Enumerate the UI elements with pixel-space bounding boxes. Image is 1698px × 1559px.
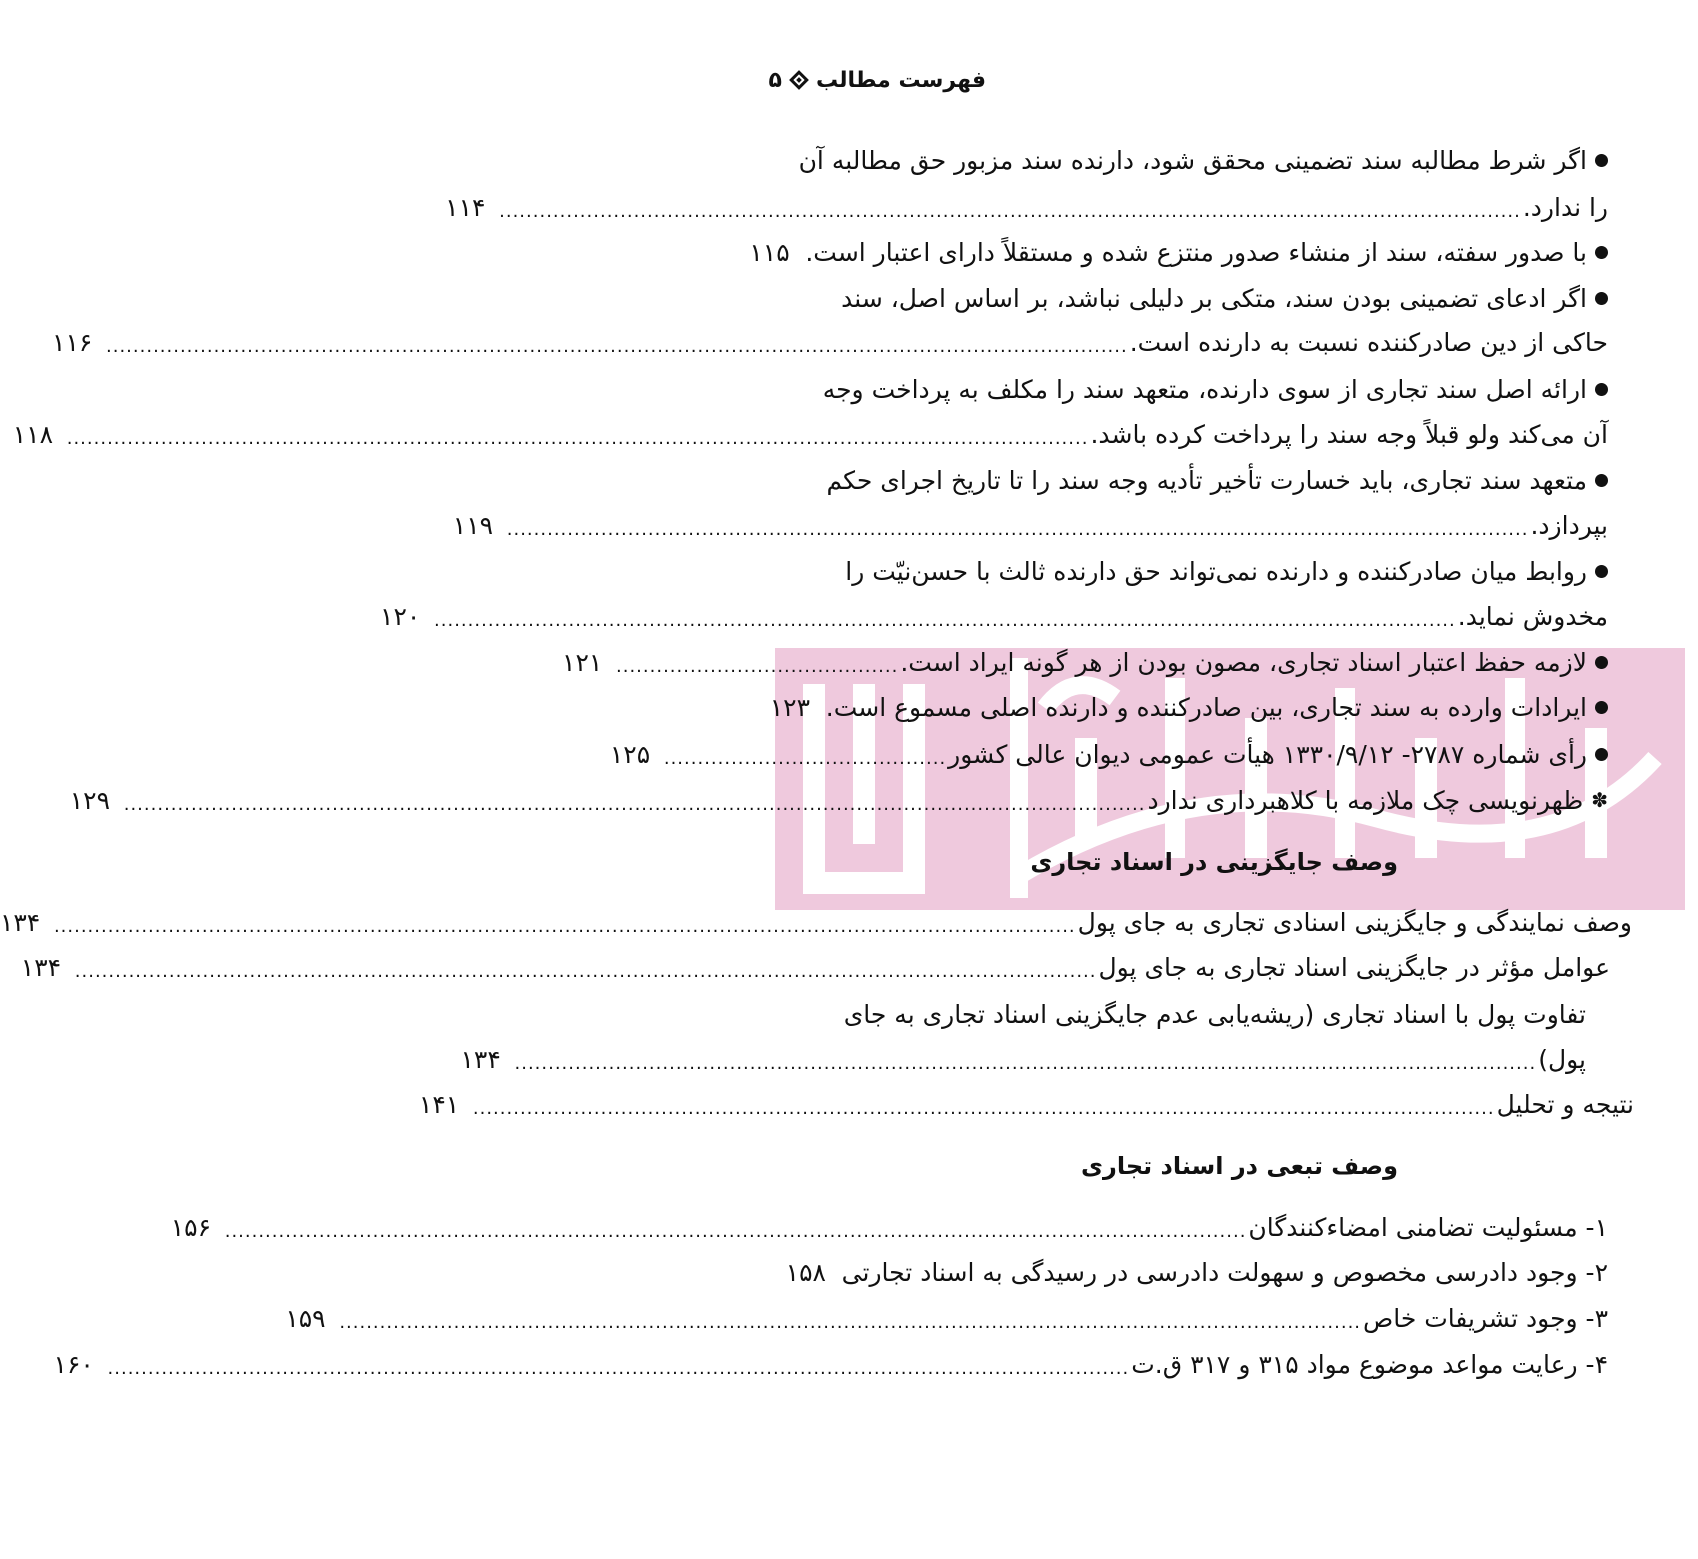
page-number: ۱۳۴ bbox=[460, 1044, 501, 1074]
section-heading: وصف جایگزینی در اسناد تجاری bbox=[1030, 848, 1398, 876]
leader-dots: .......................................... bbox=[616, 655, 899, 677]
page-number: ۱۳۴ bbox=[0, 907, 41, 937]
bullet-icon bbox=[1595, 748, 1608, 761]
toc-entry[interactable]: ۳- وجود تشریفات خاص ........................................................................................................................................................ ۱۵۹ bbox=[285, 1303, 1608, 1333]
toc-entry[interactable]: پول) ........................................................................................................................................................ ۱۳۴ bbox=[460, 1044, 1586, 1074]
page-number: ۱۱۶ bbox=[52, 327, 93, 357]
page-header bbox=[766, 62, 986, 98]
page-number: ۱۳۴ bbox=[20, 952, 62, 982]
header-page-number: ۵ bbox=[768, 67, 782, 93]
toc-entry[interactable]: عوامل مؤثر در جایگزینی اسناد تجاری به جای پول ........................................................................................................................................................ ۱۳۴ bbox=[20, 952, 1610, 982]
page-number: ۱۱۹ bbox=[452, 510, 494, 540]
toc-entry-line: متعهد سند تجاری، باید خسارت تأخیر تأدیه وجه سند را تا تاریخ اجرای حکم bbox=[808, 458, 1608, 502]
leader-dots: ........................................................................................................................................................ bbox=[74, 960, 1097, 982]
leader-dots: ........................................................................................................................................................ bbox=[106, 335, 1128, 357]
asterisk-icon: ✽ bbox=[1591, 788, 1608, 812]
toc-entry[interactable]: ۲- وجود دادرسی مخصوص و سهولت دادرسی در رسیدگی به اسناد تجارتی ۱۵۸ bbox=[785, 1257, 1608, 1287]
leader-dots: ........................................................................................................................................................ bbox=[224, 1220, 1247, 1242]
page-number: ۱۲۰ bbox=[380, 601, 421, 631]
toc-entry[interactable]: ✽ ظهرنویسی چک ملازمه با کلاهبرداری ندارد ........................................................................................................................................................ ۱۲۹ bbox=[69, 785, 1608, 815]
bullet-icon bbox=[1595, 154, 1608, 167]
leader-dots: ........................................................................................................................................................ bbox=[434, 609, 1456, 631]
diamond-icon bbox=[789, 70, 809, 90]
toc-entry-line: ارائه اصل سند تجاری از سوی دارنده، متعهد سند را مکلف به پرداخت وجه bbox=[808, 367, 1608, 411]
page-number: ۱۵۸ bbox=[785, 1257, 826, 1287]
leader-dots: ........................................................................................................................................................ bbox=[123, 793, 1146, 815]
page-number: ۱۶۰ bbox=[53, 1349, 94, 1379]
toc-entry[interactable]: بپردازد. ........................................................................................................................................................ ۱۱۹ bbox=[452, 510, 1608, 540]
bullet-icon bbox=[1595, 565, 1608, 578]
toc-entry[interactable]: با صدور سفته، سند از منشاء صدور منتزع شده و مستقلاً دارای اعتبار است. ۱۱۵ bbox=[808, 230, 1608, 274]
page-number: ۱۲۱ bbox=[562, 647, 603, 677]
toc-entry[interactable]: نتیجه و تحلیل ........................................................................................................................................................ ۱۴۱ bbox=[418, 1089, 1634, 1119]
toc-entry-line: روابط میان صادرکننده و دارنده نمی‌تواند حق دارنده ثالث با حسن‌نیّت را bbox=[808, 549, 1608, 593]
page-number: ۱۲۵ bbox=[609, 739, 651, 769]
page-number: ۱۱۵ bbox=[749, 237, 790, 267]
toc-entry[interactable]: ۴- رعایت مواعد موضوع مواد ۳۱۵ و ۳۱۷ ق.ت ........................................................................................................................................................ ۱۶۰ bbox=[53, 1349, 1608, 1379]
leader-dots: ........................................................................................................................................................ bbox=[107, 1357, 1130, 1379]
bullet-icon bbox=[1595, 383, 1608, 396]
toc-entry[interactable]: حاکی از دین صادرکننده نسبت به دارنده است. ........................................................................................................................................................ ۱۱۶ bbox=[52, 327, 1608, 357]
toc-entry[interactable]: ایرادات وارده به سند تجاری، بین صادرکننده و دارنده اصلی مسموع است. ۱۲۳ bbox=[808, 685, 1608, 729]
page-number: ۱۵۹ bbox=[285, 1303, 326, 1333]
bullet-icon bbox=[1595, 474, 1608, 487]
toc-entry[interactable]: لازمه حفظ اعتبار اسناد تجاری، مصون بودن از هر گونه ایراد است. .......................................... ۱۲۱ bbox=[808, 640, 1608, 684]
toc-entry[interactable]: مخدوش نماید. ........................................................................................................................................................ ۱۲۰ bbox=[380, 601, 1608, 631]
bullet-icon bbox=[1595, 246, 1608, 259]
bullet-icon bbox=[1595, 292, 1608, 305]
page-number: ۱۵۶ bbox=[170, 1212, 212, 1242]
leader-dots: ........................................................................................................................................................ bbox=[499, 200, 1521, 222]
toc-entry[interactable]: رأی شماره ۲۷۸۷- ۱۳۳۰/۹/۱۲ هیأت عمومی دیوان عالی کشور .......................................... ۱۲۵ bbox=[808, 732, 1608, 776]
leader-dots: ........................................................................................................................................................ bbox=[53, 915, 1076, 937]
leader-dots: ........................................................................................................................................................ bbox=[514, 1052, 1537, 1074]
page-number: ۱۲۳ bbox=[769, 692, 811, 722]
toc-entry-line: اگر ادعای تضمینی بودن سند، متکی بر دلیلی نباشد، بر اساس اصل، سند bbox=[808, 276, 1608, 320]
bullet-icon bbox=[1595, 701, 1608, 714]
toc-entry[interactable]: ۱- مسئولیت تضامنی امضاءکنندگان ........................................................................................................................................................ ۱۵۶ bbox=[170, 1212, 1608, 1242]
page-number: ۱۱۸ bbox=[12, 419, 54, 449]
page-number: ۱۱۴ bbox=[445, 192, 486, 222]
leader-dots: ........................................................................................................................................................ bbox=[339, 1311, 1362, 1333]
leader-dots: ........................................................................................................................................................ bbox=[472, 1097, 1495, 1119]
leader-dots: .......................................... bbox=[663, 747, 947, 769]
toc-entry-line: تفاوت پول با اسناد تجاری (ریشه‌یابی عدم جایگزینی اسناد تجاری به جای bbox=[843, 999, 1586, 1029]
toc-entry[interactable]: وصف نمایندگی و جایگزینی اسنادی تجاری به جای پول ........................................................................................................................................................ ۱۳۴ bbox=[0, 907, 1632, 937]
section-heading: وصف تبعی در اسناد تجاری bbox=[1081, 1152, 1398, 1180]
page-number: ۱۲۹ bbox=[69, 785, 111, 815]
leader-dots: ........................................................................................................................................................ bbox=[66, 427, 1089, 449]
toc-entry[interactable]: را ندارد. ........................................................................................................................................................ ۱۱۴ bbox=[445, 192, 1608, 222]
header-title: فهرست مطالب bbox=[815, 67, 986, 93]
toc-entry-line: اگر شرط مطالبه سند تضمینی محقق شود، دارنده سند مزبور حق مطالبه آن bbox=[808, 138, 1608, 182]
leader-dots: ........................................................................................................................................................ bbox=[506, 518, 1529, 540]
toc-entry[interactable]: آن می‌کند ولو قبلاً وجه سند را پرداخت کرده باشد. ........................................................................................................................................................ ۱۱۸ bbox=[12, 419, 1608, 449]
page-number: ۱۴۱ bbox=[418, 1089, 460, 1119]
bullet-icon bbox=[1595, 656, 1608, 669]
